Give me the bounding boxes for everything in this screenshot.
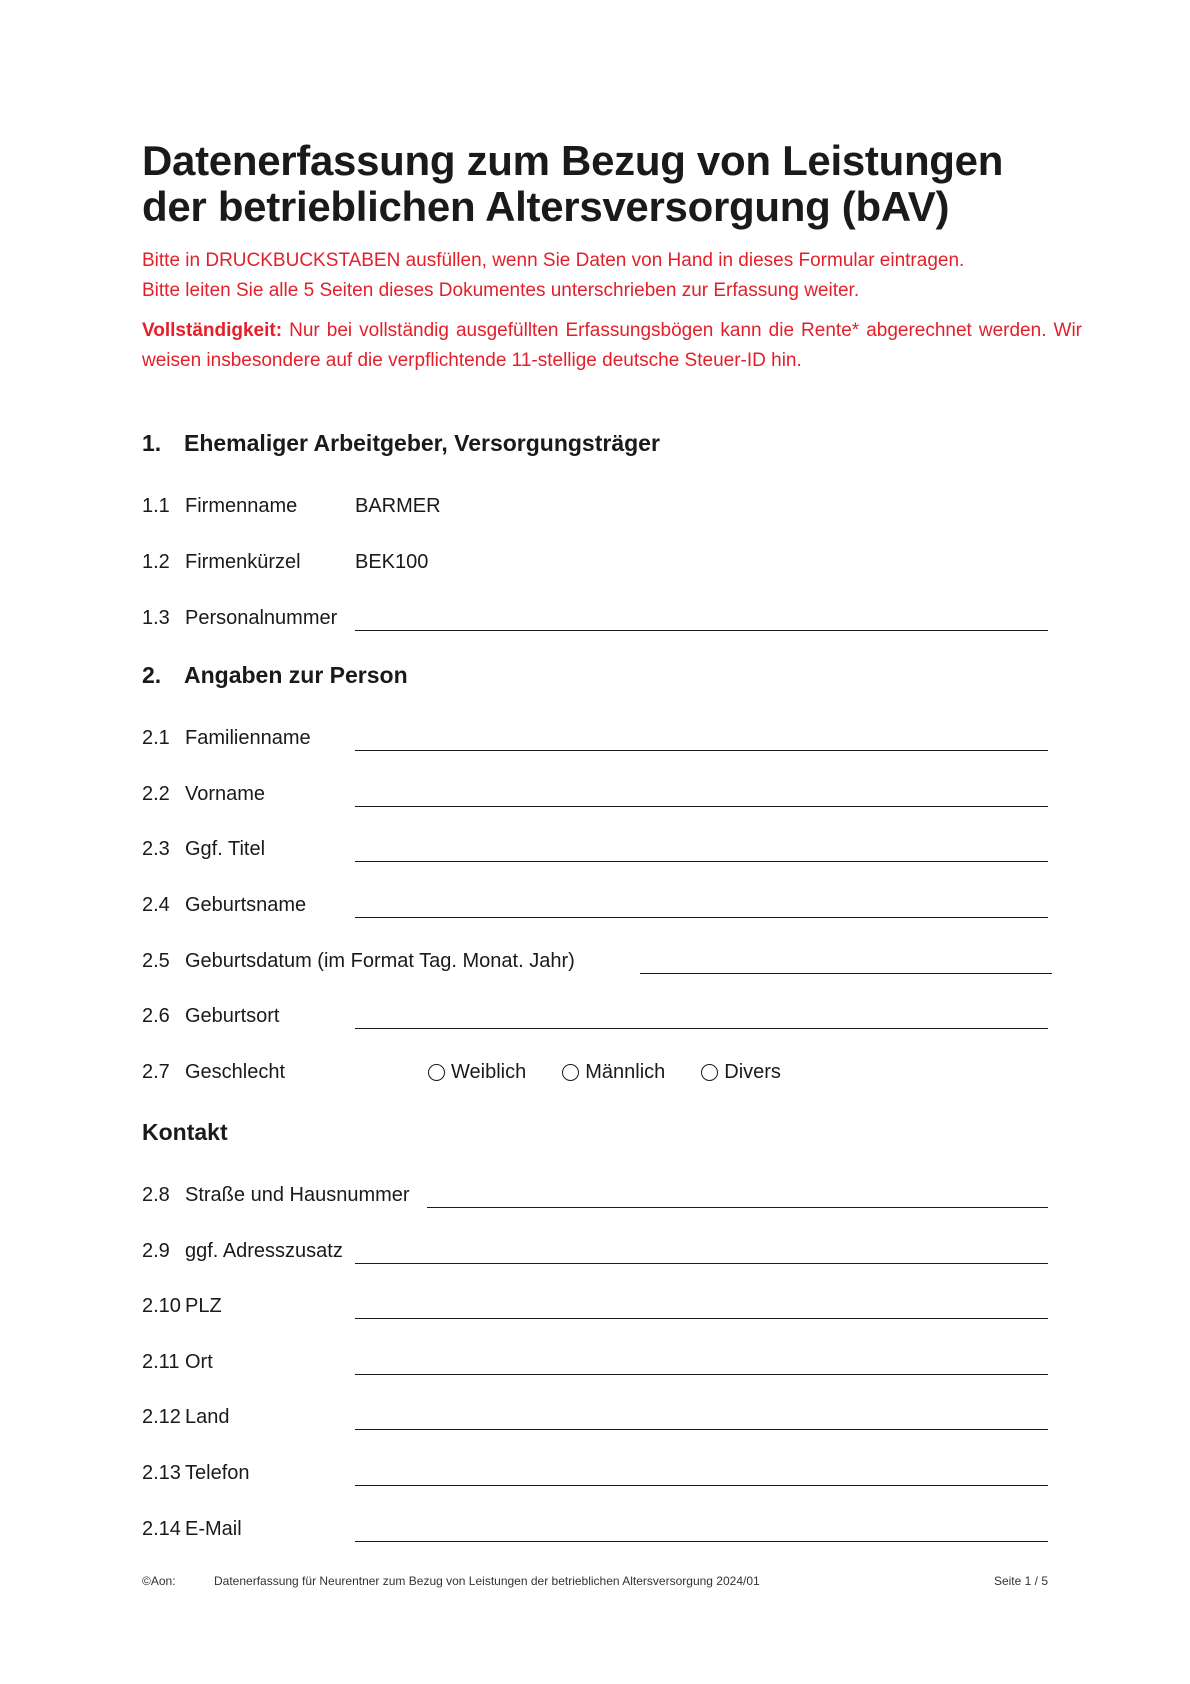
- field-number: 2.13: [142, 1462, 181, 1484]
- field-geschlecht: [142, 1061, 1048, 1091]
- radio-divers[interactable]: [701, 1061, 781, 1084]
- footer-document-title: Datenerfassung für Neurentner zum Bezug von Leistungen der betrieblichen Altersversorgung 2024/01: [214, 1574, 760, 1588]
- title-line-2: der betrieblichen Altersversorgung (bAV): [142, 183, 950, 230]
- field-label: E-Mail: [185, 1518, 242, 1540]
- field-firmenname: [142, 495, 1048, 525]
- field-label: ggf. Adresszusatz: [185, 1240, 343, 1262]
- field-familienname: [142, 727, 1048, 757]
- instruction-line-1: Bitte in DRUCKBUCKSTABEN ausfüllen, wenn Sie Daten von Hand in dieses Formular eintragen.: [142, 250, 965, 271]
- geburtsort-input-line[interactable]: [355, 1028, 1048, 1029]
- field-firmenkuerzel: [142, 551, 1048, 581]
- field-number: 2.3: [142, 838, 170, 860]
- field-label: Firmenkürzel: [185, 551, 301, 573]
- field-label: Straße und Hausnummer: [185, 1184, 410, 1206]
- radio-maennlich[interactable]: [562, 1061, 665, 1084]
- section-2-number: 2.: [142, 662, 162, 688]
- section-2-heading: [142, 662, 408, 689]
- titel-input-line[interactable]: [355, 861, 1048, 862]
- field-strasse: [142, 1184, 1048, 1214]
- field-telefon: [142, 1462, 1048, 1492]
- field-label: Geburtsdatum (im Format Tag. Monat. Jahr): [185, 950, 575, 972]
- field-label: Personalnummer: [185, 607, 338, 629]
- field-label: Geburtsname: [185, 894, 307, 916]
- radio-label: Divers: [724, 1061, 781, 1083]
- field-label: Ort: [185, 1351, 213, 1373]
- field-geburtsort: [142, 1005, 1048, 1035]
- field-label: Land: [185, 1406, 230, 1428]
- field-label: Vorname: [185, 783, 266, 805]
- geschlecht-radio-group: [428, 1061, 817, 1084]
- field-number: 2.12: [142, 1406, 181, 1428]
- completeness-label: Vollständigkeit:: [142, 320, 283, 341]
- field-label: Geburtsort: [185, 1005, 280, 1027]
- field-geburtsdatum: [142, 950, 1048, 980]
- geburtsname-input-line[interactable]: [355, 917, 1048, 918]
- field-plz: [142, 1295, 1048, 1325]
- field-adresszusatz: [142, 1240, 1048, 1270]
- field-number: 2.9: [142, 1240, 170, 1262]
- contact-heading: Kontakt: [142, 1119, 228, 1145]
- field-vorname: [142, 783, 1048, 813]
- radio-circle-icon[interactable]: [428, 1064, 445, 1081]
- adresszusatz-input-line[interactable]: [355, 1263, 1048, 1264]
- field-geburtsname: [142, 894, 1048, 924]
- completeness-text: Nur bei vollständig ausgefüllten Erfassungsbögen kann die Rente* abgerechnet werden. Wir weisen insbesondere auf die verpflichtende 11-stellige deutsche Steuer-ID hin.: [142, 320, 1082, 371]
- section-1-heading: [142, 430, 660, 457]
- section-1-title: Ehemaliger Arbeitgeber, Versorgungsträger: [184, 430, 660, 456]
- geburtsdatum-input-line[interactable]: [640, 973, 1052, 974]
- field-number: 2.5: [142, 950, 170, 972]
- telefon-input-line[interactable]: [355, 1485, 1048, 1486]
- radio-weiblich[interactable]: [428, 1061, 526, 1084]
- field-email: [142, 1518, 1048, 1548]
- section-2-title: Angaben zur Person: [184, 662, 408, 688]
- page-title: [142, 138, 1082, 230]
- title-line-1: Datenerfassung zum Bezug von Leistungen: [142, 137, 1004, 184]
- ort-input-line[interactable]: [355, 1374, 1048, 1375]
- field-ort: [142, 1351, 1048, 1381]
- radio-label: Weiblich: [451, 1061, 527, 1083]
- radio-circle-icon[interactable]: [701, 1064, 718, 1081]
- field-label: Familienname: [185, 727, 311, 749]
- firmenkuerzel-value[interactable]: BEK100: [355, 551, 429, 573]
- personalnummer-input-line[interactable]: [355, 630, 1048, 631]
- field-number: 2.14: [142, 1518, 181, 1540]
- instruction-notice: [142, 246, 1082, 306]
- field-number: 2.10: [142, 1295, 181, 1317]
- radio-label: Männlich: [585, 1061, 666, 1083]
- field-number: 2.8: [142, 1184, 170, 1206]
- plz-input-line[interactable]: [355, 1318, 1048, 1319]
- field-label: Ggf. Titel: [185, 838, 266, 860]
- completeness-notice: [142, 316, 1082, 376]
- field-number: 1.2: [142, 551, 170, 573]
- email-input-line[interactable]: [355, 1541, 1048, 1542]
- field-label: PLZ: [185, 1295, 222, 1317]
- strasse-input-line[interactable]: [427, 1207, 1048, 1208]
- field-titel: [142, 838, 1048, 868]
- instruction-line-2: Bitte leiten Sie alle 5 Seiten dieses Dokumentes unterschrieben zur Erfassung weiter.: [142, 280, 860, 301]
- field-label: Firmenname: [185, 495, 298, 517]
- field-personalnummer: [142, 607, 1048, 637]
- field-number: 2.11: [142, 1351, 180, 1373]
- familienname-input-line[interactable]: [355, 750, 1048, 751]
- field-number: 2.6: [142, 1005, 170, 1027]
- radio-circle-icon[interactable]: [562, 1064, 579, 1081]
- footer-copyright: ©Aon:: [142, 1574, 176, 1588]
- section-1-number: 1.: [142, 430, 162, 456]
- field-label: Geschlecht: [185, 1061, 286, 1083]
- firmenname-value[interactable]: BARMER: [355, 495, 441, 517]
- field-label: Telefon: [185, 1462, 250, 1484]
- field-number: 1.3: [142, 607, 170, 629]
- vorname-input-line[interactable]: [355, 806, 1048, 807]
- field-number: 2.2: [142, 783, 170, 805]
- footer-page-number: Seite 1 / 5: [993, 1574, 1048, 1588]
- field-number: 2.7: [142, 1061, 170, 1083]
- field-number: 2.1: [142, 727, 170, 749]
- field-land: [142, 1406, 1048, 1436]
- field-number: 1.1: [142, 495, 170, 517]
- land-input-line[interactable]: [355, 1429, 1048, 1430]
- field-number: 2.4: [142, 894, 170, 916]
